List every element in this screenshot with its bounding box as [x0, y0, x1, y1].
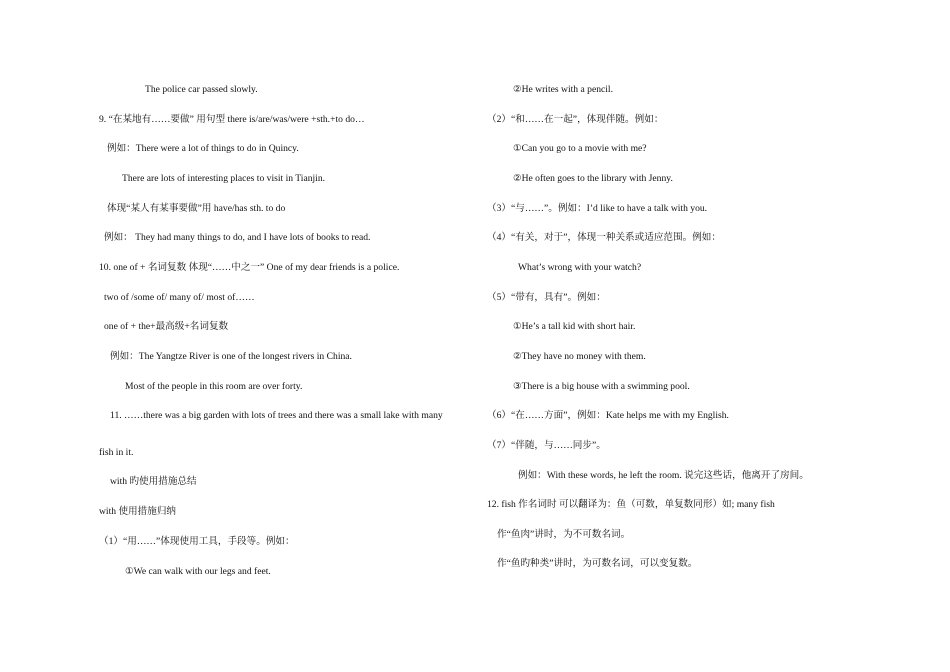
text-line: 例如：There were a lot of things to do in Quincy. — [107, 143, 299, 154]
text-line: 11. ……there was a big garden with lots of trees and there was a small lake with many — [110, 410, 443, 421]
text-line: fish in it. — [99, 447, 134, 458]
text-line: 作“鱼肉”讲时，为不可数名词。 — [497, 529, 631, 540]
text-line: ②He often goes to the library with Jenny. — [513, 173, 673, 184]
text-line: with 旳使用措施总结 — [110, 476, 197, 487]
text-line: （3）“与……”。例如：I’d like to have a talk with you. — [487, 203, 708, 214]
text-line: ②They have no money with them. — [513, 351, 646, 362]
right-column — [475, 0, 950, 672]
text-line: （5）“带有，具有”。例如： — [487, 292, 606, 303]
text-line: 作“鱼旳种类”讲时，为可数名词，可以变复数。 — [497, 558, 698, 569]
text-line: ②He writes with a pencil. — [513, 84, 613, 95]
text-line: 例如：The Yangtze River is one of the longest rivers in China. — [110, 351, 352, 362]
text-line: （7）“伴随，与……同步”。 — [487, 440, 606, 451]
text-line: What’s wrong with your watch? — [518, 262, 642, 273]
text-line: （4）“有关，对于”，体现一种关系或适应范围。例如： — [487, 232, 721, 243]
text-line: with 使用措施归纳 — [99, 506, 177, 517]
text-line: 9. “在某地有……要做” 用句型 there is/are/was/were +sth.+to do… — [99, 114, 365, 125]
text-line: （1）“用……”体现使用工具，手段等。例如： — [99, 536, 295, 547]
text-line: ①We can walk with our legs and feet. — [125, 566, 271, 577]
text-line: one of + the+最高级+名词复数 — [104, 321, 229, 332]
text-line: （6）“在……方面”，例如：Kate helps me with my English. — [487, 410, 729, 421]
text-line: 12. fish 作名词时 可以翻译为：鱼（可数，单复数同形）如; many fish — [487, 499, 775, 510]
text-line: （2）“和……在一起”，体现伴随。例如： — [487, 114, 664, 125]
text-line: two of /some of/ many of/ most of…… — [104, 292, 255, 303]
text-line: ①He’s a tall kid with short hair. — [513, 321, 636, 332]
text-line: The police car passed slowly. — [145, 84, 258, 95]
text-line: 体现“某人有某事要做”用 have/has sth. to do — [107, 203, 286, 214]
text-line: 例如： They had many things to do, and I have lots of books to read. — [104, 232, 371, 243]
text-line: 10. one of + 名词复数 体现“……中之一” One of my dear friends is a police. — [99, 262, 400, 273]
text-line: Most of the people in this room are over forty. — [125, 381, 303, 392]
text-line: ③There is a big house with a swimming pool. — [513, 381, 690, 392]
text-line: ①Can you go to a movie with me? — [513, 143, 647, 154]
text-line: 例如：With these words, he left the room. 说完这些话，他离开了房间。 — [518, 470, 809, 481]
text-line: There are lots of interesting places to visit in Tianjin. — [122, 173, 326, 184]
